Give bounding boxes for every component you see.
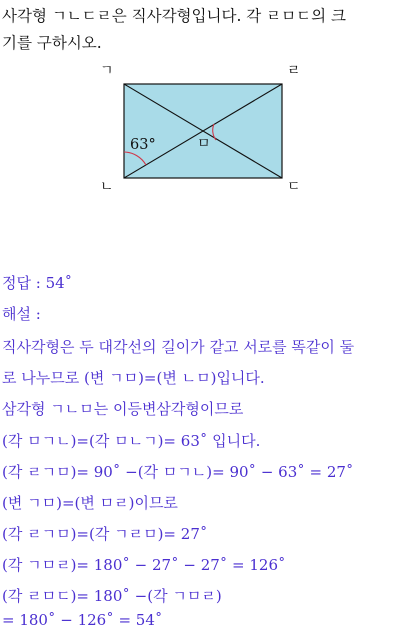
answer-line: (변 ㄱㅁ)=(변 ㅁㄹ)이므로 [2,494,178,512]
vertex-label-top-right: ㄹ [287,63,301,79]
center-label: ㅁ [197,136,211,152]
vertex-label-top-left: ㄱ [100,63,114,79]
vertex-label-bottom-left: ㄴ [100,179,114,195]
rectangle-diagram [0,0,400,200]
answer-line: 직사각형은 두 대각선의 길이가 같고 서로를 똑같이 둘 [2,338,355,356]
answer-line: (각 ㅁㄱㄴ)=(각 ㅁㄴㄱ)= 63˚ 입니다. [2,432,261,450]
answer-line: 해설 : [2,305,41,323]
problem-line-1: 사각형 ㄱㄴㄷㄹ은 직사각형입니다. 각 ㄹㅁㄷ의 크 [2,7,346,25]
answer-line: 로 나누므로 (변 ㄱㅁ)=(변 ㄴㅁ)입니다. [2,369,265,387]
answer-line: (각 ㄹㄱㅁ)=(각 ㄱㄹㅁ)= 27˚ [2,525,208,543]
answer-line: 정답 : 54˚ [2,274,73,292]
answer-line: (각 ㄹㅁㄷ)= 180˚ −(각 ㄱㅁㄹ) [2,587,222,605]
answer-line: (각 ㄹㄱㅁ)= 90˚ −(각 ㅁㄱㄴ)= 90˚ − 63˚ = 27˚ [2,463,354,481]
answer-line: 삼각형 ㄱㄴㅁ는 이등변삼각형이므로 [2,400,244,418]
angle-label: 63° [130,137,156,153]
vertex-label-bottom-right: ㄷ [287,179,301,195]
answer-line: = 180˚ − 126˚ = 54˚ [2,611,163,629]
problem-line-2: 기를 구하시오. [2,34,102,52]
answer-line: (각 ㄱㅁㄹ)= 180˚ − 27˚ − 27˚ = 126˚ [2,556,286,574]
